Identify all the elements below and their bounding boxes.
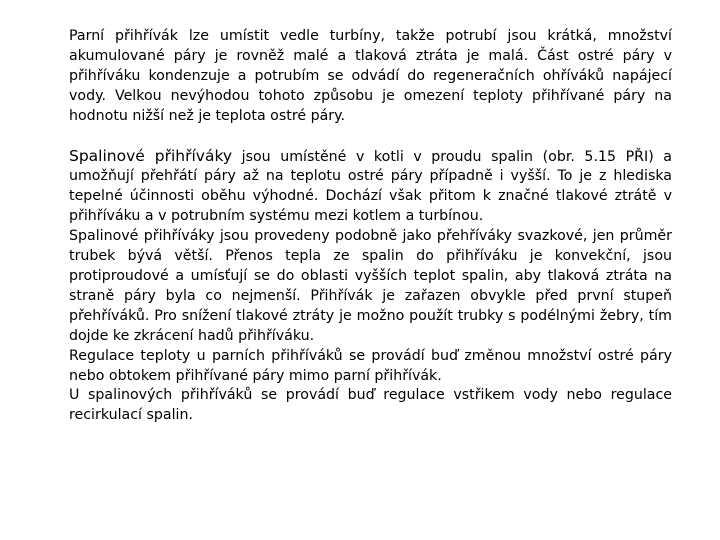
paragraph-steam-regulation: Regulace teploty u parních přihříváků se provádí buď změnou množství ostré páry nebo obtokem přihřívané páry mimo parní přihřívák. xyxy=(69,347,672,384)
paragraph-flue-gas-text: jsou umístěné v kotli v proudu spalin (obr. 5.15 PŘI) a umožňují přehřátí páry až na teplotu ostré páry případně i vyšší. To je z hlediska tepelné účinnosti oběhu výhodné. Dochází však přitom k značné tlakové ztrátě v přihříváku a v potrubním systému mezi kotlem a turbínou. xyxy=(69,148,672,225)
paragraph-construction: Spalinové přihříváky jsou provedeny podobně jako přehříváky svazkové, jen průměr trubek bývá větší. Přenos tepla ze spalin do přihříváku je konvekční, jsou protiproudové a umísťují se do oblasti vyšších teplot spalin, aby tlaková ztráta na straně páry byla co nejmenší. Přihřívák je zařazen obvykle před první stupeň přehříváků. Pro snížení tlakové ztráty je možno použít trubky s podélnými žebry, tím dojde ke zkrácení hadů přihříváku. xyxy=(69,228,672,344)
paragraph-steam-reheater: Parní přihřívák lze umístit vedle turbíny, takže potrubí jsou krátká, množství akumulované páry je rovněž malé a tlaková ztráta je malá. Část ostré páry v přihříváku kondenzuje a potrubím se odvádí do regeneračních ohříváků napájecí vody. Velkou nevýhodou tohoto způsobu je omezení teploty přihřívané páry na hodnotu nižší než je teplota ostré páry. xyxy=(69,28,672,124)
term-spalinove-prihrivaky: Spalinové přihříváky xyxy=(69,146,233,165)
document-text xyxy=(69,27,672,426)
paragraph-flue-regulation: U spalinových přihříváků se provádí buď regulace vstřikem vody nebo regulace recirkulací spalin. xyxy=(69,387,672,424)
paragraph-flue-gas-reheaters xyxy=(69,147,672,228)
